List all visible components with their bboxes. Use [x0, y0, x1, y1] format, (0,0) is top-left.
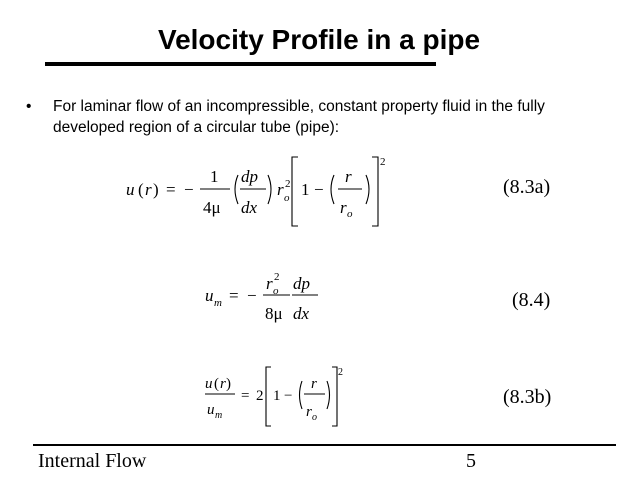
svg-text:−: − — [314, 180, 324, 199]
equation-8-3a-label: (8.3a) — [503, 176, 551, 198]
svg-text:2: 2 — [274, 271, 280, 283]
svg-text:dx: dx — [241, 198, 258, 217]
svg-text:u: u — [205, 286, 214, 305]
svg-text:m: m — [214, 297, 222, 309]
svg-text:): ) — [153, 180, 159, 199]
svg-text:=: = — [241, 388, 250, 404]
svg-text:r: r — [220, 376, 226, 392]
svg-text:−: − — [247, 286, 257, 305]
svg-text:2: 2 — [285, 178, 291, 190]
svg-text:−: − — [284, 388, 293, 404]
svg-text:1: 1 — [273, 388, 281, 404]
svg-text:4μ: 4μ — [203, 198, 221, 217]
svg-text:=: = — [166, 180, 176, 199]
svg-text:2: 2 — [380, 156, 386, 168]
svg-text:dx: dx — [293, 304, 310, 323]
svg-text:o: o — [312, 412, 317, 423]
equation-8-3a — [126, 152, 396, 228]
equation-8-3b — [205, 364, 355, 430]
svg-text:2: 2 — [256, 388, 264, 404]
bullet-text: For laminar flow of an incompressible, constant property fluid in the fully developed region of a circular tube (pipe): — [53, 98, 545, 136]
svg-text:r: r — [306, 404, 312, 420]
equation-8-3b-label: (8.3b) — [503, 386, 552, 408]
equation-8-4 — [205, 268, 325, 332]
svg-text:(: ( — [138, 180, 144, 199]
svg-text:=: = — [229, 286, 239, 305]
footer-divider — [33, 444, 616, 446]
svg-text:−: − — [184, 180, 194, 199]
svg-text:r: r — [266, 274, 273, 293]
equation-8-4-formula — [205, 268, 325, 332]
svg-text:r: r — [277, 180, 284, 199]
svg-text:r: r — [345, 167, 352, 186]
svg-text:u: u — [126, 180, 135, 199]
svg-text:r: r — [311, 376, 317, 392]
svg-text:2: 2 — [338, 367, 343, 378]
svg-text:1: 1 — [210, 167, 219, 186]
svg-text:o: o — [347, 208, 353, 220]
svg-text:r: r — [340, 198, 347, 217]
svg-text:o: o — [273, 285, 279, 297]
slide-title: Velocity Profile in a pipe — [157, 24, 481, 55]
title-underline — [45, 62, 436, 66]
svg-text:m: m — [215, 410, 223, 421]
footer-title: Internal Flow — [38, 450, 147, 472]
svg-text:dp: dp — [241, 167, 258, 186]
page-number: 5 — [466, 450, 476, 472]
svg-text:u: u — [207, 402, 215, 418]
svg-text:8μ: 8μ — [265, 304, 283, 323]
equation-8-4-label: (8.4) — [512, 289, 551, 311]
equation-8-3a-formula — [126, 152, 396, 228]
svg-text:r: r — [145, 180, 152, 199]
bullet-icon: • — [26, 98, 32, 115]
svg-text:): ) — [226, 376, 231, 392]
svg-text:1: 1 — [301, 180, 310, 199]
equation-8-3b-formula — [205, 364, 355, 430]
svg-text:dp: dp — [293, 274, 310, 293]
svg-text:u: u — [205, 376, 213, 392]
svg-text:o: o — [284, 192, 290, 204]
svg-text:(: ( — [214, 376, 219, 392]
